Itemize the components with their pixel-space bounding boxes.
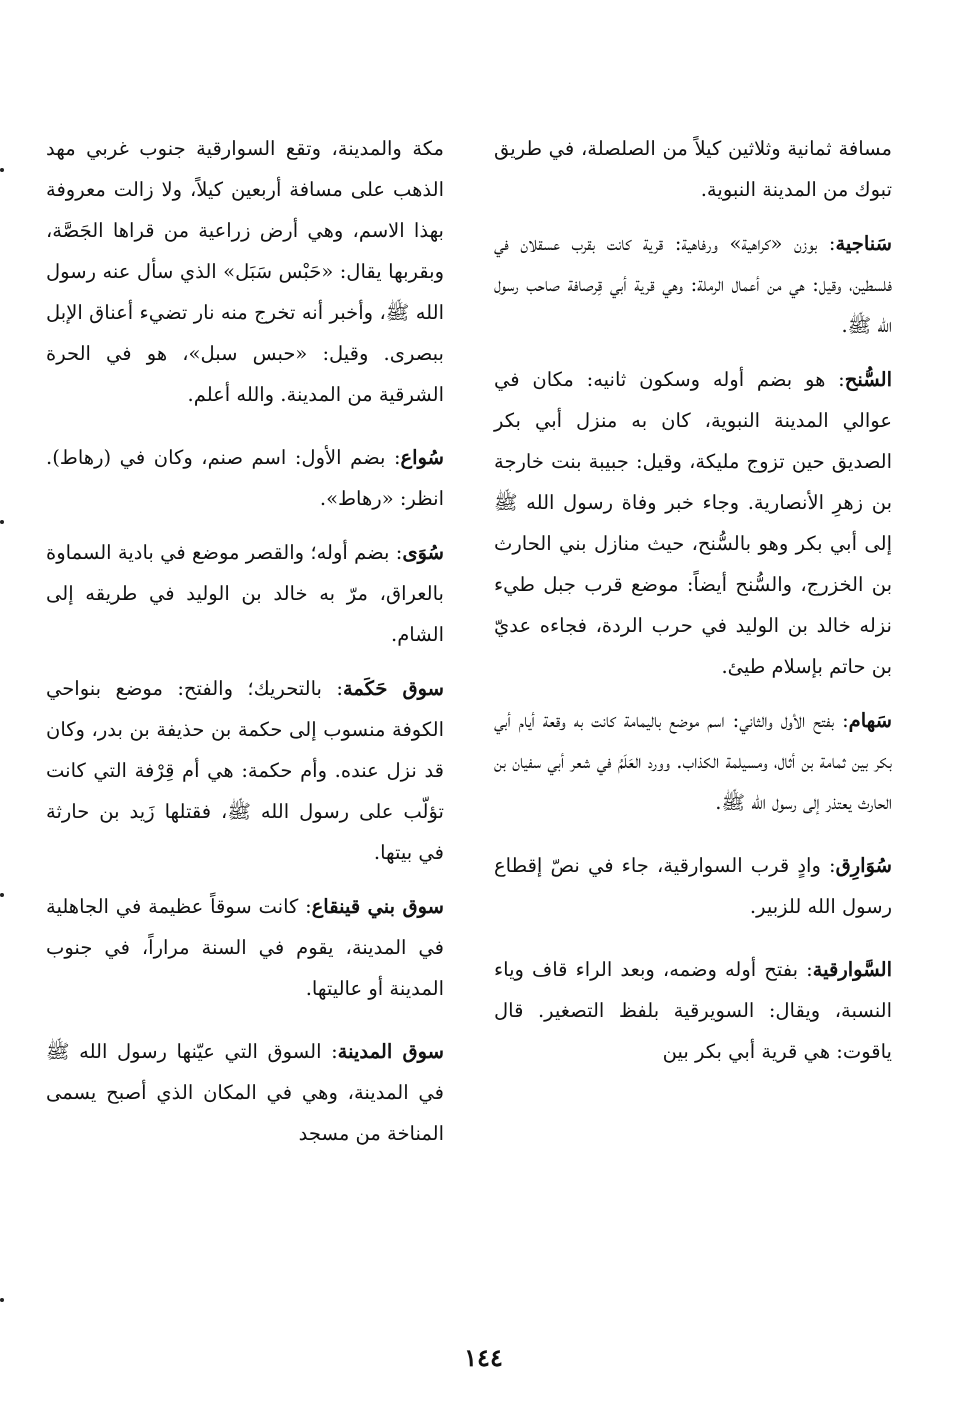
entry-text: : كانت سوقاً عظيمة في الجاهلية في المدينة، يقوم في السنة مراراً، في جنوب المدينة أو عاليتها. [46,895,444,1000]
entry-text: مكة والمدينة، وتقع السوارقية جنوب غربي مهد الذهب على مسافة أربعين كيلاً، ولا زالت معروفة بهذا الاسم، وهي أرض زراعية من قراها الجَصَّة، وبقربها يقال: «حَبْس سَبَل» الذي سأل عنه رسول الله ﷺ، وأخبر أنه تخرج منه نار تضيء أعناق الإبل ببصرى. وقيل: «حبس سبل»، هو في الحرة الشرقية من المدينة. والله أعلم. [46,137,444,406]
entry-text: : بفتح الأول والثاني: اسم موضع باليمامة كانت به وقعة أيام أبي بكر بين ثمامة بن أثال، ومسيلمة الكذاب. وورد العَلَمُ في شعر أبي سفيان بن الحارث يعتذر إلى رسول الله ﷺ. [494,709,892,814]
entry-text: : وادٍ قرب السوارقية، جاء في نصّ إقطاع رسول الله للزبير. [494,854,892,918]
entry-continuation [46,128,444,415]
entry-headword: سُوَى [402,541,444,564]
entry-headword: السُّنح [844,368,892,391]
entry-sanajiya [494,223,892,346]
entry-text: : السوق التي عيّنها رسول الله ﷺ في المدينة، وهي في المكان الذي أصبح يسمى المناخة من مسجد [46,1040,444,1145]
entry-headword: سوق بني قينقاع [311,895,445,918]
scan-edge-mark [0,893,4,897]
entry-text: : هو بضم أوله وسكون ثانيه: مكان في عوالي المدينة النبوية، كان به منزل أبي بكر الصديق حين تزوج مليكة، وقيل: جبيبة بنت خارجة بن زهرِ الأنصارية. وجاء خبر وفاة رسول الله ﷺ إلى أبي بكر وهو بالسُّنح، حيث منازل بني الحارث بن الخزرج، والسُّنح أيضاً: موضع قرب جبل طيء نزله خالد بن الوليد في حرب الردة، فجاءه عديّ بن حاتم بإسلام طيئ. [494,368,892,678]
entry-sunh [494,359,892,687]
entry-continuation [494,128,892,210]
entry-text: : بضم أوله؛ والقصر موضع في بادية السماوة بالعراق، مرّ به خالد بن الوليد في طريقه إلى الشام. [46,541,444,646]
entry-text: : بالتحريك؛ والفتح: موضع بنواحي الكوفة منسوب إلى حكمة بن حذيفة بن بدر، وكان قد نزل عنده. وأم حكمة: هي أم قِرْفة التي كانت تؤلّب على رسول الله ﷺ، فقتلها زَيد بن حارثة في بيتها. [46,677,444,864]
entry-text: : بضم الأول: اسم صنم، وكان في (رهاط). انظر: «رهاط». [46,446,444,510]
entry-suq-qaynuqa [46,886,444,1009]
page-number: ١٤٤ [464,1343,503,1372]
entry-headword: السَّوارقية [812,958,892,981]
entry-headword: سُواع [400,446,444,469]
entry-headword: سَهام [848,709,892,732]
right-column [494,128,892,1085]
entry-headword: سوق المدينة [337,1040,445,1063]
entry-saham [494,700,892,823]
entry-text: : بوزن «كراهية» ورفاهية: قرية كانت بقرب عسقلان في فلسطين، وقيل: هي من أعمال الرملة: وهي قرية أبي قِرصافة صاحب رسول الله ﷺ. [494,232,892,337]
entry-headword: سَناجية [835,232,892,255]
entry-suq-madina [46,1031,444,1154]
entry-text: : بفتح أوله وضمه، وبعد الراء قاف وياء النسبة، ويقال: السويرقية بلفظ التصغير. قال ياقوت: هي قرية أبي بكر بين [494,958,892,1063]
entry-headword: سوق حَكَمة [342,677,444,700]
scan-edge-mark [0,520,4,524]
entry-sawariqiya [494,949,892,1072]
scan-edge-mark [0,1298,4,1302]
entry-suwa [46,437,444,519]
entry-suwa-place [46,532,444,655]
entry-suq-hakama [46,668,444,873]
entry-suwariq [494,845,892,927]
entry-text: مسافة ثمانية وثلاثين كيلاً من الصلصلة، في طريق تبوك من المدينة النبوية. [494,137,892,201]
scan-edge-mark [0,168,4,172]
entry-headword: سُوَارِق [835,854,892,877]
left-column [46,128,444,1167]
